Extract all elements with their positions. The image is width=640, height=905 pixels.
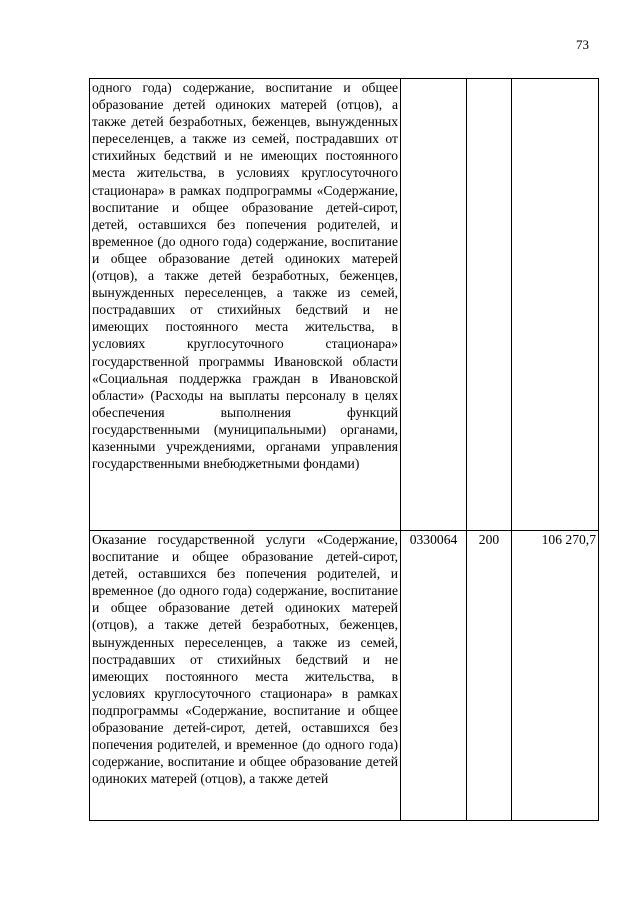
- row-target-code: 0330064: [401, 531, 467, 821]
- budget-table: [89, 78, 599, 821]
- row-amount: 106 270,7: [512, 531, 599, 821]
- row-expense-type: 200: [467, 531, 512, 821]
- row-description: Оказание государственной услуги «Содержание, воспитание и общее образование детей-сирот, детей, оставшихся без попечения родителей, и временное (до одного года) содержание, воспитание и общее образование детей одиноких матерей (отцов), а также детей безработных, беженцев, вынужденных переселенцев, а также из семей, пострадавших от стихийных бедствий и не имеющих постоянного места жительства, в условиях круглосуточного стационара» в рамках подпрограммы «Содержание, воспитание и общее образование детей-сирот, детей, оставшихся без попечения родителей, и временное (до одного года) содержание, воспитание и общее образование детей одиноких матерей (отцов), а также детей: [90, 531, 401, 821]
- row-description: одного года) содержание, воспитание и общее образование детей одиноких матерей (отцов), а также детей безработных, беженцев, вынужденных переселенцев, а также из семей, пострадавших от стихийных бедствий и не имеющих постоянного места жительства, в условиях круглосуточного стационара» в рамках подпрограммы «Содержание, воспитание и общее образование детей-сирот, детей, оставшихся без попечения родителей, и временное (до одного года) содержание, воспитание и общее образование детей одиноких матерей (отцов), а также детей безработных, беженцев, вынужденных переселенцев, а также из семей, пострадавших от стихийных бедствий и не имеющих постоянного места жительства, в условиях круглосуточного стационара» государственной программы Ивановской области «Социальная поддержка граждан в Ивановской области» (Расходы на выплаты персоналу в целях обеспечения выполнения функций государственными (муниципальными) органами, казенными учреждениями, органами управления государственными внебюджетными фондами): [90, 79, 401, 531]
- table-row: [90, 79, 599, 531]
- row-expense-type: [467, 79, 512, 531]
- page-number: 73: [576, 37, 589, 52]
- row-target-code: [401, 79, 467, 531]
- row-amount: [512, 79, 599, 531]
- table-row: [90, 531, 599, 821]
